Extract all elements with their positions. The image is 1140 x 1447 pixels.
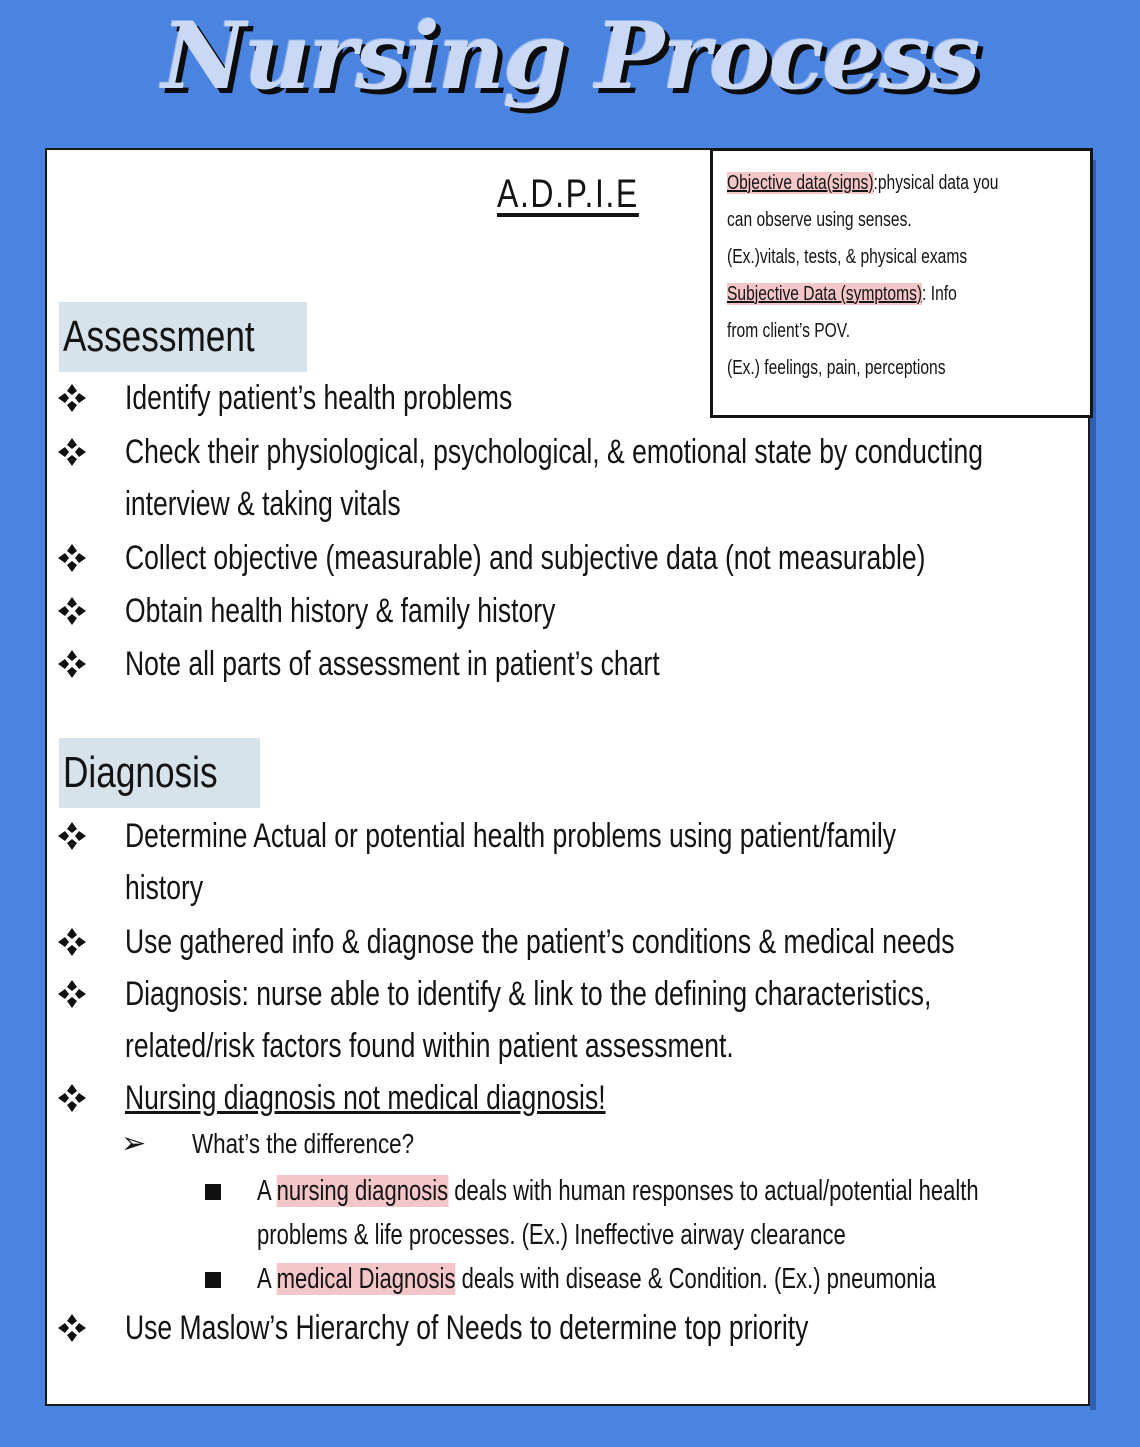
info-line-6: (Ex.) feelings, pain, perceptions bbox=[727, 357, 946, 379]
diamond-bullet-icon bbox=[57, 1313, 87, 1343]
diamond-bullet-icon bbox=[57, 649, 87, 679]
diamond-bullet-icon bbox=[57, 1083, 87, 1113]
square-bullet-icon bbox=[205, 1184, 221, 1200]
content-sheet: A.D.P.I.E Objective data(signs):physical data you can observe using senses. (Ex.)vitals, tests, & physical exams Subjective Data (symptoms): Info from client’s POV. (Ex.) feelings, pain, perceptions Assessment Identify patient’s health problems Check their physiological, psychological, & emotional state by conducting interview & taking vitals Collect objective (measurable) and subjective data (not measurable) Obtain health history & family history Note all parts of assessment in patient’s chart Diagnosis Determine Actual or potential health problems using patient/family history Use gathered info & diagnose the patient’s conditions & medical needs Diagnosis: nurse able to identify & link to the defining characteristics, related/risk factors found within patient assessment. Nursing diagnosis not medical diagnosis! ➢ What’s the difference? A nursing diagnosis deals with human responses to actual/potential health problems & life processes. (Ex.) Ineffective airway clearance A medical Diagnosis deals with disease & Condition. (Ex.) pneumonia Use Maslow’s Hierarchy of Needs to determine top priority bbox=[45, 148, 1090, 1406]
info-line-5: from client’s POV. bbox=[727, 320, 851, 342]
objective-label: Objective data(signs) bbox=[727, 172, 874, 194]
info-line-4 bbox=[727, 276, 1004, 313]
info-line-3: (Ex.)vitals, tests, & physical exams bbox=[727, 246, 968, 268]
assessment-heading: Assessment bbox=[59, 302, 307, 372]
subjective-text-1: : Info bbox=[922, 283, 957, 305]
diamond-bullet-icon bbox=[57, 821, 87, 851]
nursing-def-line1: A nursing diagnosis deals with human responses to actual/potential health bbox=[257, 1175, 979, 1207]
objective-text-1: :physical data you bbox=[873, 172, 999, 194]
medical-diagnosis-term: medical Diagnosis bbox=[276, 1263, 456, 1295]
info-box bbox=[710, 148, 1093, 418]
diamond-bullet-icon bbox=[57, 979, 87, 1009]
square-bullet-icon bbox=[205, 1272, 221, 1288]
diagnosis-heading: Diagnosis bbox=[59, 738, 260, 808]
diamond-bullet-icon bbox=[57, 383, 87, 413]
page-title: Nursing Process bbox=[161, 2, 979, 110]
diamond-bullet-icon bbox=[57, 927, 87, 957]
title-area bbox=[0, 0, 1140, 150]
medical-def-line: A medical Diagnosis deals with disease & Condition. (Ex.) pneumonia bbox=[257, 1263, 936, 1295]
nursing-diagnosis-term: nursing diagnosis bbox=[276, 1175, 449, 1207]
subtitle: A.D.P.I.E bbox=[497, 172, 639, 216]
diamond-bullet-icon bbox=[57, 543, 87, 573]
subjective-label: Subjective Data (symptoms) bbox=[727, 283, 923, 305]
sub-question: What’s the difference? bbox=[192, 1128, 415, 1159]
diamond-bullet-icon bbox=[57, 596, 87, 626]
info-line-1 bbox=[727, 165, 1004, 202]
arrow-bullet-icon: ➢ bbox=[121, 1127, 147, 1160]
info-line-2: can observe using senses. bbox=[727, 209, 912, 231]
nursing-def-line2: problems & life processes. (Ex.) Ineffective airway clearance bbox=[257, 1219, 846, 1251]
diamond-bullet-icon bbox=[57, 437, 87, 467]
